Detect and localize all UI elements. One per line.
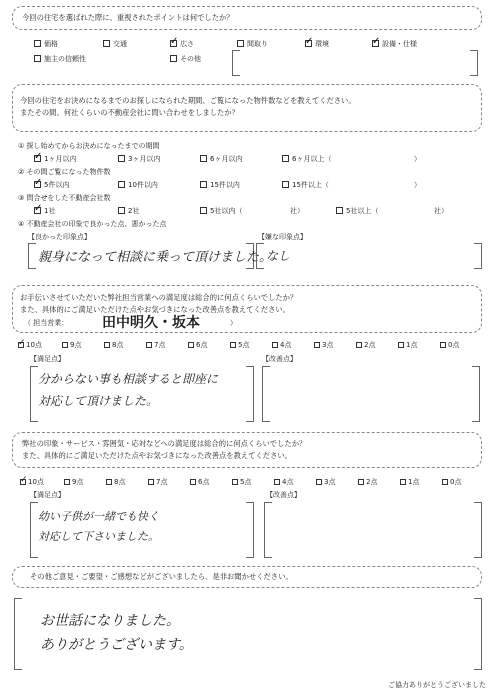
q3-rating-0[interactable] xyxy=(440,340,459,350)
q4-rating-7-label: 7点 xyxy=(156,478,168,486)
q2-sub1-checkbox-6m[interactable] xyxy=(200,155,207,162)
q4-improve-label: 【改善点】 xyxy=(266,491,301,499)
q2-sub1-option-6m: 6ヶ月以内 xyxy=(210,155,243,163)
q4-rating-1-box[interactable] xyxy=(400,479,406,485)
q4-rating-9-label: 9点 xyxy=(72,478,84,486)
q2-sub2-option-15: 15件以内 xyxy=(210,181,240,189)
q3-rating-0-box[interactable] xyxy=(440,342,446,348)
q2-sub3-checkbox-2[interactable] xyxy=(118,207,125,214)
q4-rating-1[interactable] xyxy=(400,477,419,487)
q3-rating-5-box[interactable] xyxy=(230,342,236,348)
q3-rating-8-box[interactable] xyxy=(104,342,110,348)
q4-rating-9[interactable] xyxy=(64,477,83,487)
q2-sub3-option-2: 2社 xyxy=(128,207,140,215)
q4-rating-6-box[interactable] xyxy=(190,479,196,485)
q3-rating-3[interactable] xyxy=(314,340,333,350)
q3-rating-7[interactable] xyxy=(146,340,165,350)
q3-improve-label: 【改善点】 xyxy=(262,355,297,363)
q3-rating-2[interactable] xyxy=(356,340,375,350)
q4-rating-10[interactable] xyxy=(20,477,44,487)
q3-rating-10[interactable] xyxy=(18,340,42,350)
q2-sub2-option-5: 5件以内 xyxy=(44,181,70,189)
q4-rating-0-label: 0点 xyxy=(450,478,462,486)
q4-rating-0[interactable] xyxy=(442,477,461,487)
q1-checkbox-size[interactable] xyxy=(170,40,177,47)
q2-sub3-option-5within: 5社以内（ xyxy=(210,207,243,215)
q4-rating-3[interactable] xyxy=(316,477,335,487)
q1-option-environment: 環境 xyxy=(315,40,329,48)
q4-satisfied-line2: 対応して下さいました。 xyxy=(38,530,159,543)
q4-rating-4-box[interactable] xyxy=(274,479,280,485)
q2-question-line1: 今回の住宅をお決めになるまでのお探しになられた期間、ご覧になった物件数などを教えてください。 xyxy=(20,96,356,105)
q4-rating-5[interactable] xyxy=(232,477,251,487)
q2-bad-text: なし xyxy=(266,249,291,263)
q3-question-line1: お手伝いさせていただいた弊社担当営業への満足度は総合的に何点くらいでしたか？ xyxy=(20,293,298,302)
q4-rating-8-box[interactable] xyxy=(106,479,112,485)
q3-rating-5[interactable] xyxy=(230,340,249,350)
q1-checkbox-transport[interactable] xyxy=(103,40,110,47)
q1-option-size: 広さ xyxy=(180,40,194,48)
q5-question: その他ご意見・ご要望・ご感想などがございましたら、是非お聞かせください。 xyxy=(30,572,293,581)
q2-sub3-title: ③ 問合せをした不動産会社数 xyxy=(18,194,111,202)
q2-good-label: 【良かった印象点】 xyxy=(28,233,91,241)
q2-bad-field-left xyxy=(256,243,264,269)
q4-rating-4[interactable] xyxy=(274,477,293,487)
q4-question-line2: また、具体的にご満足いただけた点やお気づきになった改善点を教えてください。 xyxy=(22,451,292,460)
q1-option-other: その他 xyxy=(180,55,201,63)
q4-rating-9-box[interactable] xyxy=(64,479,70,485)
q1-option-trust: 施主の信頼性 xyxy=(44,55,86,63)
q2-sub2-option-close: ） xyxy=(414,181,421,189)
q1-other-field-right xyxy=(470,50,478,76)
q2-sub2-option-10: 10件以内 xyxy=(128,181,158,189)
q2-bad-field-right xyxy=(474,243,482,269)
q3-rating-6-label: 6点 xyxy=(196,341,208,349)
q3-rating-7-label: 7点 xyxy=(154,341,166,349)
q3-rating-3-label: 3点 xyxy=(322,341,334,349)
q2-sub1-title: ① 探し始めてからお決めになったまでの期間 xyxy=(18,142,160,150)
q2-sub2-title: ② その間ご覧になった物件数 xyxy=(18,168,111,176)
q2-sub1-checkbox-3m[interactable] xyxy=(118,155,125,162)
q3-satisfied-label: 【満足点】 xyxy=(30,355,65,363)
q2-sub2-checkbox-5[interactable] xyxy=(34,181,41,188)
q4-rating-5-box[interactable] xyxy=(232,479,238,485)
q3-rating-10-label: 10点 xyxy=(26,341,42,349)
q4-rating-5-label: 5点 xyxy=(240,478,252,486)
q3-staff-close: ） xyxy=(230,319,237,327)
q2-sub2-option-over15: 15件以上（ xyxy=(292,181,329,189)
q4-rating-10-box[interactable] xyxy=(20,479,26,485)
q2-sub1-checkbox-over6m[interactable] xyxy=(282,155,289,162)
q3-rating-6-box[interactable] xyxy=(188,342,194,348)
q4-rating-4-label: 4点 xyxy=(282,478,294,486)
q3-rating-row xyxy=(18,340,478,350)
q1-checkbox-trust[interactable] xyxy=(34,55,41,62)
q4-rating-8[interactable] xyxy=(106,477,125,487)
q1-option-transport: 交通 xyxy=(113,40,127,48)
q5-answer-field-left xyxy=(14,598,22,670)
q5-answer-line1: お世話になりました。 xyxy=(40,613,180,629)
q3-rating-1-label: 1点 xyxy=(406,341,418,349)
q3-rating-4[interactable] xyxy=(272,340,291,350)
q1-option-equipment: 設備・仕様 xyxy=(382,40,417,48)
q3-staff-label: （ 担当営業： xyxy=(24,319,69,327)
q1-other-field-left xyxy=(232,50,240,76)
q4-rating-0-box[interactable] xyxy=(442,479,448,485)
q4-rating-1-label: 1点 xyxy=(408,478,420,486)
q4-improve-field-right xyxy=(474,502,482,558)
q4-rating-10-label: 10点 xyxy=(28,478,44,486)
q3-question-line2: また、具体的にご満足いただけた点やお気づきになった改善点を教えてください。 xyxy=(20,305,290,314)
q3-satisfied-line1: 分からない事も相談すると即座に xyxy=(38,372,219,386)
q2-good-field-left xyxy=(28,243,36,269)
q2-bad-label: 【嫌な印象点】 xyxy=(258,233,307,241)
q4-rating-6-label: 6点 xyxy=(198,478,210,486)
q2-sub3-option-5over-close: 社） xyxy=(434,207,448,215)
q2-sub3-option-1: 1社 xyxy=(44,207,56,215)
q1-checkbox-equipment[interactable] xyxy=(372,40,379,47)
q4-rating-2-box[interactable] xyxy=(358,479,364,485)
q3-rating-10-box[interactable] xyxy=(18,342,24,348)
q2-sub3-option-5over: 5社以上（ xyxy=(346,207,379,215)
q3-rating-1[interactable] xyxy=(398,340,417,350)
q4-rating-2[interactable] xyxy=(358,477,377,487)
q3-rating-9-label: 9点 xyxy=(70,341,82,349)
q2-sub3-checkbox-5over[interactable] xyxy=(336,207,343,214)
q3-rating-2-box[interactable] xyxy=(356,342,362,348)
q3-rating-4-box[interactable] xyxy=(272,342,278,348)
q2-sub2-checkbox-15[interactable] xyxy=(200,181,207,188)
q3-satisfied-line2: 対応して頂けました。 xyxy=(38,394,159,408)
q4-rating-7-box[interactable] xyxy=(148,479,154,485)
q3-rating-3-box[interactable] xyxy=(314,342,320,348)
q3-rating-7-box[interactable] xyxy=(146,342,152,348)
q5-answer-line2: ありがとうございます。 xyxy=(40,637,193,653)
q3-rating-9[interactable] xyxy=(62,340,81,350)
q2-sub3-checkbox-1[interactable] xyxy=(34,207,41,214)
q4-rating-row xyxy=(20,477,480,487)
q3-satisfied-field-left xyxy=(30,366,38,422)
q3-rating-8[interactable] xyxy=(104,340,123,350)
q3-rating-5-label: 5点 xyxy=(238,341,250,349)
q5-answer-field-right xyxy=(474,598,482,670)
q3-rating-0-label: 0点 xyxy=(448,341,460,349)
q2-good-text: 親身になって相談に乗って頂けました。 xyxy=(38,250,273,265)
q2-sub1-option-1m: 1ヶ月以内 xyxy=(44,155,77,163)
q2-sub2-checkbox-over15[interactable] xyxy=(282,181,289,188)
q2-sub2-checkbox-10[interactable] xyxy=(118,181,125,188)
q2-sub3-option-5within-close: 社） xyxy=(290,207,304,215)
q3-rating-2-label: 2点 xyxy=(364,341,376,349)
q2-sub1-option-close: ） xyxy=(414,155,421,163)
q3-improve-field-right xyxy=(472,366,480,422)
q2-sub1-checkbox-1m[interactable] xyxy=(34,155,41,162)
footer-thanks: ご協力ありがとうございました xyxy=(388,681,486,689)
q1-checkbox-layout[interactable] xyxy=(237,40,244,47)
q4-satisfied-label: 【満足点】 xyxy=(30,491,65,499)
q3-improve-field-left xyxy=(262,366,270,422)
q2-sub1-option-over6m: 6ヶ月以上（ xyxy=(292,155,332,163)
q1-checkbox-other[interactable] xyxy=(170,55,177,62)
q3-rating-8-label: 8点 xyxy=(112,341,124,349)
q4-improve-field-left xyxy=(264,502,272,558)
q4-satisfied-field-right xyxy=(246,502,254,558)
q4-rating-6[interactable] xyxy=(190,477,209,487)
q1-checkbox-price[interactable] xyxy=(34,40,41,47)
q2-sub4-title: ④ 不動産会社の印象で良かった点、悪かった点 xyxy=(18,220,167,228)
q3-rating-1-box[interactable] xyxy=(398,342,404,348)
q4-rating-2-label: 2点 xyxy=(366,478,378,486)
q4-rating-3-label: 3点 xyxy=(324,478,336,486)
q2-sub3-checkbox-5within[interactable] xyxy=(200,207,207,214)
q3-rating-9-box[interactable] xyxy=(62,342,68,348)
q1-checkbox-environment[interactable] xyxy=(305,40,312,47)
q2-question-line2: またその間、何社くらいの不動産会社に問い合わせをしましたか？ xyxy=(20,108,239,117)
q3-staff-name: 田中明久・坂本 xyxy=(102,315,200,331)
q4-rating-3-box[interactable] xyxy=(316,479,322,485)
q4-rating-7[interactable] xyxy=(148,477,167,487)
q2-sub1-option-3m: 3ヶ月以内 xyxy=(128,155,161,163)
q3-rating-6[interactable] xyxy=(188,340,207,350)
q4-question-line1: 弊社の印象・サービス・雰囲気・応対などへの満足度は総合的に何点くらいでしたか？ xyxy=(22,439,307,448)
q4-rating-8-label: 8点 xyxy=(114,478,126,486)
q3-satisfied-field-right xyxy=(246,366,254,422)
q4-satisfied-line1: 幼い子供が一緒でも快く xyxy=(38,510,159,523)
q4-satisfied-field-left xyxy=(30,502,38,558)
q3-rating-4-label: 4点 xyxy=(280,341,292,349)
q1-question: 今回の住宅を選ばれた際に、重視されたポイントは何でしたか？ xyxy=(22,13,234,22)
q1-option-price: 価格 xyxy=(44,40,58,48)
q1-option-layout: 間取り xyxy=(247,40,268,48)
